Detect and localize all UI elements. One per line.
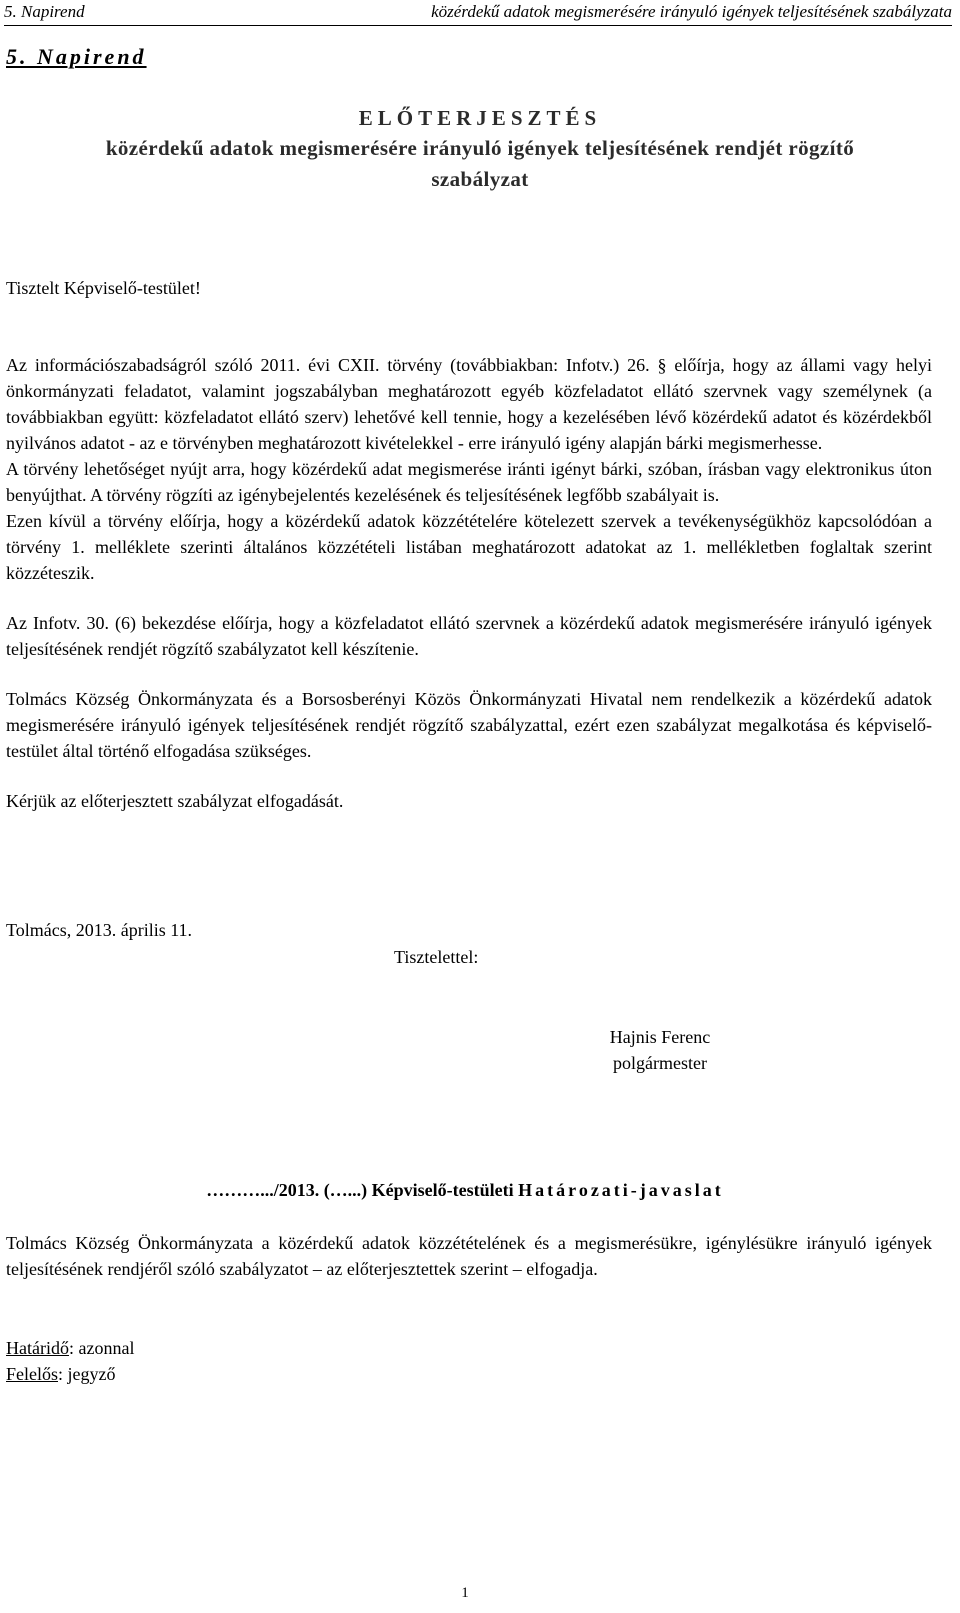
resolution-heading-label: Határozati-javaslat (518, 1180, 724, 1200)
signer-title: polgármester (613, 1053, 707, 1073)
page-number: 1 (461, 1585, 469, 1601)
signer-name: Hajnis Ferenc (609, 1027, 711, 1047)
deadline-label: Határidő (6, 1338, 69, 1358)
responsible-value: : jegyző (58, 1364, 116, 1384)
document-subtitle-line-2: szabályzat (431, 167, 529, 191)
closing-regards: Tisztelettel: (394, 947, 479, 967)
responsible-label: Felelős (6, 1364, 58, 1384)
signature-block (520, 1024, 800, 1076)
responsible-line (6, 1361, 134, 1387)
salutation: Tisztelt Képviselő-testület! (6, 278, 201, 298)
deadline-value: : azonnal (68, 1338, 135, 1358)
paragraph-5: Tolmács Község Önkormányzata és a Borsosberényi Közös Önkormányzati Hivatal nem rendelkezik a közérdekű adatok megismerésére irányuló igények teljesítésének rendjét rögzítő szabályzattal, ezért ezen szabályzat megalkotása és képviselő-testület által történő elfogadása szükséges. (6, 689, 932, 761)
title-block (0, 104, 960, 194)
paragraph-2: A törvény lehetőséget nyújt arra, hogy közérdekű adat megismerése iránti igényt bárki, szóban, írásban vagy elektronikus úton benyújthat. A törvény rögzíti az igénybejelentés kezelésének és teljesítésének legfőbb szabályait is. (6, 459, 932, 505)
resolution-paragraph: Tolmács Község Önkormányzata a közérdekű adatok közzétételének és a megismerésükre, igénylésükre irányuló igények teljesítésének rendjéről szóló szabályzatot – az előterjesztettek szerint – elfogadja. (6, 1233, 932, 1279)
resolution-text (6, 1230, 932, 1282)
resolution-heading-prefix: ……….../2013. (…...) Képviselő-testületi (206, 1180, 519, 1200)
deadline-block (6, 1335, 134, 1387)
header-rule (4, 25, 952, 26)
document-title: ELŐTERJESZTÉS (358, 106, 602, 130)
paragraph-4: Az Infotv. 30. (6) bekezdése előírja, hogy a közfeladatot ellátó szervnek a közérdekű adatok megismerésére irányuló igények teljesítésének rendjét rögzítő szabályzatot kell készítenie. (6, 613, 932, 659)
running-header-right: közérdekű adatok megismerésére irányuló igények teljesítésének szabályzata (431, 2, 952, 21)
agenda-label: 5. Napirend (6, 44, 147, 69)
deadline-line (6, 1335, 134, 1361)
paragraph-3: Ezen kívül a törvény előírja, hogy a közérdekű adatok közzétételére kötelezett szervek a tevékenységükhöz kapcsolódóan a törvény 1. melléklete szerinti általános közzétételi listában meghatározott adatokat az 1. mellékletben foglaltak szerint közzéteszik. (6, 511, 932, 583)
body-text (6, 352, 932, 814)
document-subtitle-line-1: közérdekű adatok megismerésére irányuló igények teljesítésének rendjét rögzítő (105, 136, 855, 160)
resolution-heading (0, 1180, 930, 1201)
paragraph-6: Kérjük az előterjesztett szabályzat elfogadását. (6, 791, 344, 811)
running-header-left: 5. Napirend (4, 2, 85, 21)
paragraph-1: Az információszabadságról szóló 2011. évi CXII. törvény (továbbiakban: Infotv.) 26. § előírja, hogy az állami vagy helyi önkormányzati feladatot, valamint jogszabályban meghatározott egyéb közfeladatot ellátó szervnek vagy személynek (a továbbiakban együtt: közfeladatot ellátó szerv) lehetővé kell tennie, hogy a kezelésében lévő közérdekű adatot és közérdekből nyilvános adatot - az e törvényben meghatározott kivételekkel - erre irányuló igény alapján bárki megismerhesse. (6, 355, 932, 453)
place-and-date: Tolmács, 2013. április 11. (6, 920, 193, 940)
